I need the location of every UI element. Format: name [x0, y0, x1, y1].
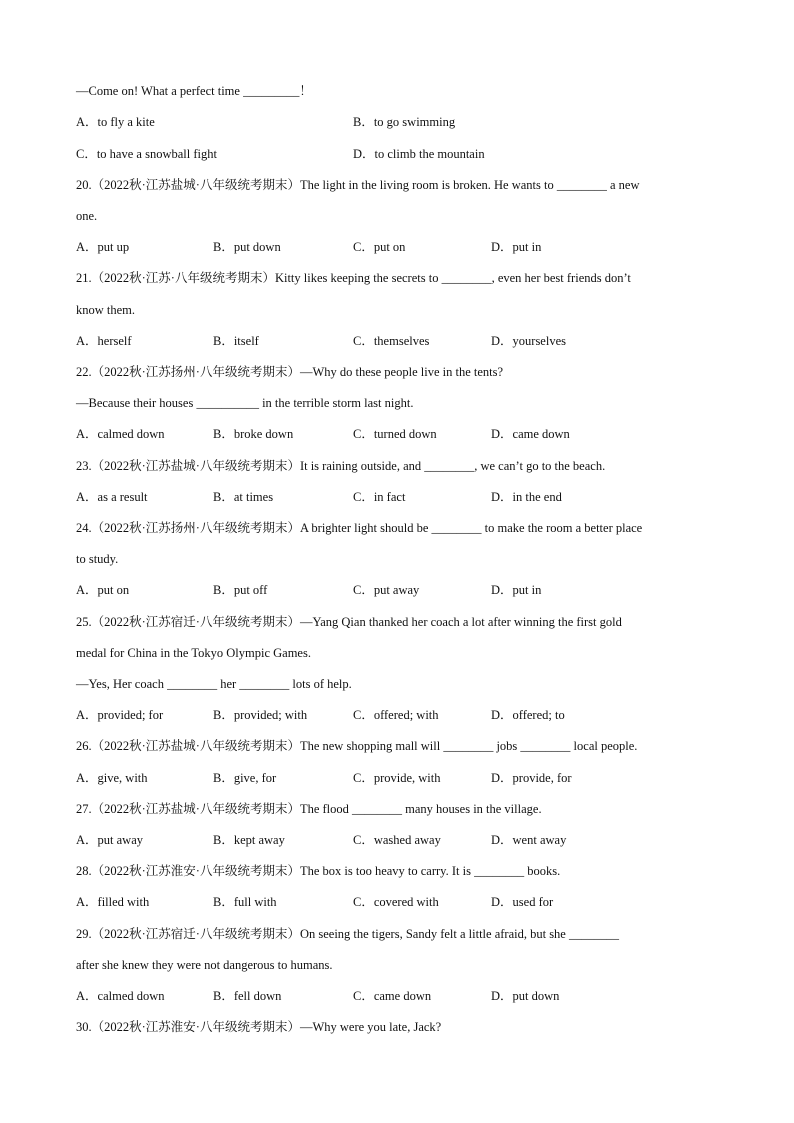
q29-option-d[interactable]: D．put down — [491, 989, 560, 1003]
q25-stem-line1: 25.（2022秋·江苏宿迁·八年级统考期末）—Yang Qian thanked her coach a lot after winning the first gold — [76, 615, 622, 629]
q20-stem-line2: one. — [76, 209, 98, 223]
q25-stem-line2: medal for China in the Tokyo Olympic Games. — [76, 646, 311, 660]
q20-option-d[interactable]: D．put in — [491, 240, 542, 254]
q24-option-a[interactable]: A．put on — [76, 583, 130, 597]
q19-option-d[interactable]: D．to climb the mountain — [353, 147, 485, 161]
q23-option-b[interactable]: B．at times — [213, 490, 274, 504]
q22-option-d[interactable]: D．came down — [491, 427, 570, 441]
q20-option-c[interactable]: C．put on — [353, 240, 406, 254]
q28-option-c[interactable]: C．covered with — [353, 895, 439, 909]
q26-option-a[interactable]: A．give, with — [76, 771, 148, 785]
q27-option-c[interactable]: C．washed away — [353, 833, 441, 847]
q25-option-b[interactable]: B．provided; with — [213, 708, 308, 722]
q19-option-c[interactable]: C．to have a snowball fight — [76, 147, 217, 161]
q24-stem-line2: to study. — [76, 552, 119, 566]
q21-stem-line2: know them. — [76, 303, 136, 317]
q20-stem-line1: 20.（2022秋·江苏盐城·八年级统考期末）The light in the living room is broken. He wants to ________ a new — [76, 178, 640, 192]
q22-option-a[interactable]: A．calmed down — [76, 427, 165, 441]
q20-option-a[interactable]: A．put up — [76, 240, 130, 254]
q23-stem-line1: 23.（2022秋·江苏盐城·八年级统考期末）It is raining outside, and ________, we can’t go to the beach. — [76, 459, 606, 473]
q29-stem-line2: after she knew they were not dangerous to humans. — [76, 958, 333, 972]
q28-option-a[interactable]: A．filled with — [76, 895, 150, 909]
q23-option-d[interactable]: D．in the end — [491, 490, 562, 504]
q20-option-b[interactable]: B．put down — [213, 240, 281, 254]
q29-option-c[interactable]: C．came down — [353, 989, 432, 1003]
q24-option-b[interactable]: B．put off — [213, 583, 268, 597]
q25-stem-line3: —Yes, Her coach ________ her ________ lots of help. — [76, 677, 352, 691]
q24-stem-line1: 24.（2022秋·江苏扬州·八年级统考期末）A brighter light should be ________ to make the room a better place — [76, 521, 643, 535]
q21-option-b[interactable]: B．itself — [213, 334, 259, 348]
q24-option-d[interactable]: D．put in — [491, 583, 542, 597]
q26-option-d[interactable]: D．provide, for — [491, 771, 572, 785]
q29-option-a[interactable]: A．calmed down — [76, 989, 165, 1003]
q27-stem-line1: 27.（2022秋·江苏盐城·八年级统考期末）The flood ________ many houses in the village. — [76, 802, 542, 816]
q27-option-a[interactable]: A．put away — [76, 833, 143, 847]
q23-option-a[interactable]: A．as a result — [76, 490, 148, 504]
q29-stem-line1: 29.（2022秋·江苏宿迁·八年级统考期末）On seeing the tigers, Sandy felt a little afraid, but she ________ — [76, 927, 619, 941]
q26-stem-line1: 26.（2022秋·江苏盐城·八年级统考期末）The new shopping mall will ________ jobs ________ local people. — [76, 739, 638, 753]
q22-option-c[interactable]: C．turned down — [353, 427, 437, 441]
q22-stem-line2: —Because their houses __________ in the terrible storm last night. — [76, 396, 414, 410]
q22-option-b[interactable]: B．broke down — [213, 427, 294, 441]
q28-stem-line1: 28.（2022秋·江苏淮安·八年级统考期末）The box is too heavy to carry. It is ________ books. — [76, 864, 561, 878]
q27-option-b[interactable]: B．kept away — [213, 833, 285, 847]
q25-option-c[interactable]: C．offered; with — [353, 708, 439, 722]
q19-dialogue-line: —Come on! What a perfect time _________！ — [76, 84, 312, 98]
q21-option-a[interactable]: A．herself — [76, 334, 132, 348]
q21-option-c[interactable]: C．themselves — [353, 334, 430, 348]
q26-option-c[interactable]: C．provide, with — [353, 771, 441, 785]
q24-option-c[interactable]: C．put away — [353, 583, 420, 597]
q22-stem-line1: 22.（2022秋·江苏扬州·八年级统考期末）—Why do these people live in the tents? — [76, 365, 504, 379]
q29-option-b[interactable]: B．fell down — [213, 989, 282, 1003]
q23-option-c[interactable]: C．in fact — [353, 490, 406, 504]
q19-option-b[interactable]: B．to go swimming — [353, 115, 456, 129]
q26-option-b[interactable]: B．give, for — [213, 771, 277, 785]
q28-option-d[interactable]: D．used for — [491, 895, 554, 909]
q25-option-a[interactable]: A．provided; for — [76, 708, 164, 722]
q28-option-b[interactable]: B．full with — [213, 895, 277, 909]
q21-option-d[interactable]: D．yourselves — [491, 334, 566, 348]
q27-option-d[interactable]: D．went away — [491, 833, 567, 847]
q19-option-a[interactable]: A．to fly a kite — [76, 115, 155, 129]
q30-stem-line1: 30.（2022秋·江苏淮安·八年级统考期末）—Why were you late, Jack? — [76, 1020, 442, 1034]
q25-option-d[interactable]: D．offered; to — [491, 708, 565, 722]
q21-stem-line1: 21.（2022秋·江苏·八年级统考期末）Kitty likes keeping the secrets to ________, even her best friends don’t — [76, 271, 631, 285]
